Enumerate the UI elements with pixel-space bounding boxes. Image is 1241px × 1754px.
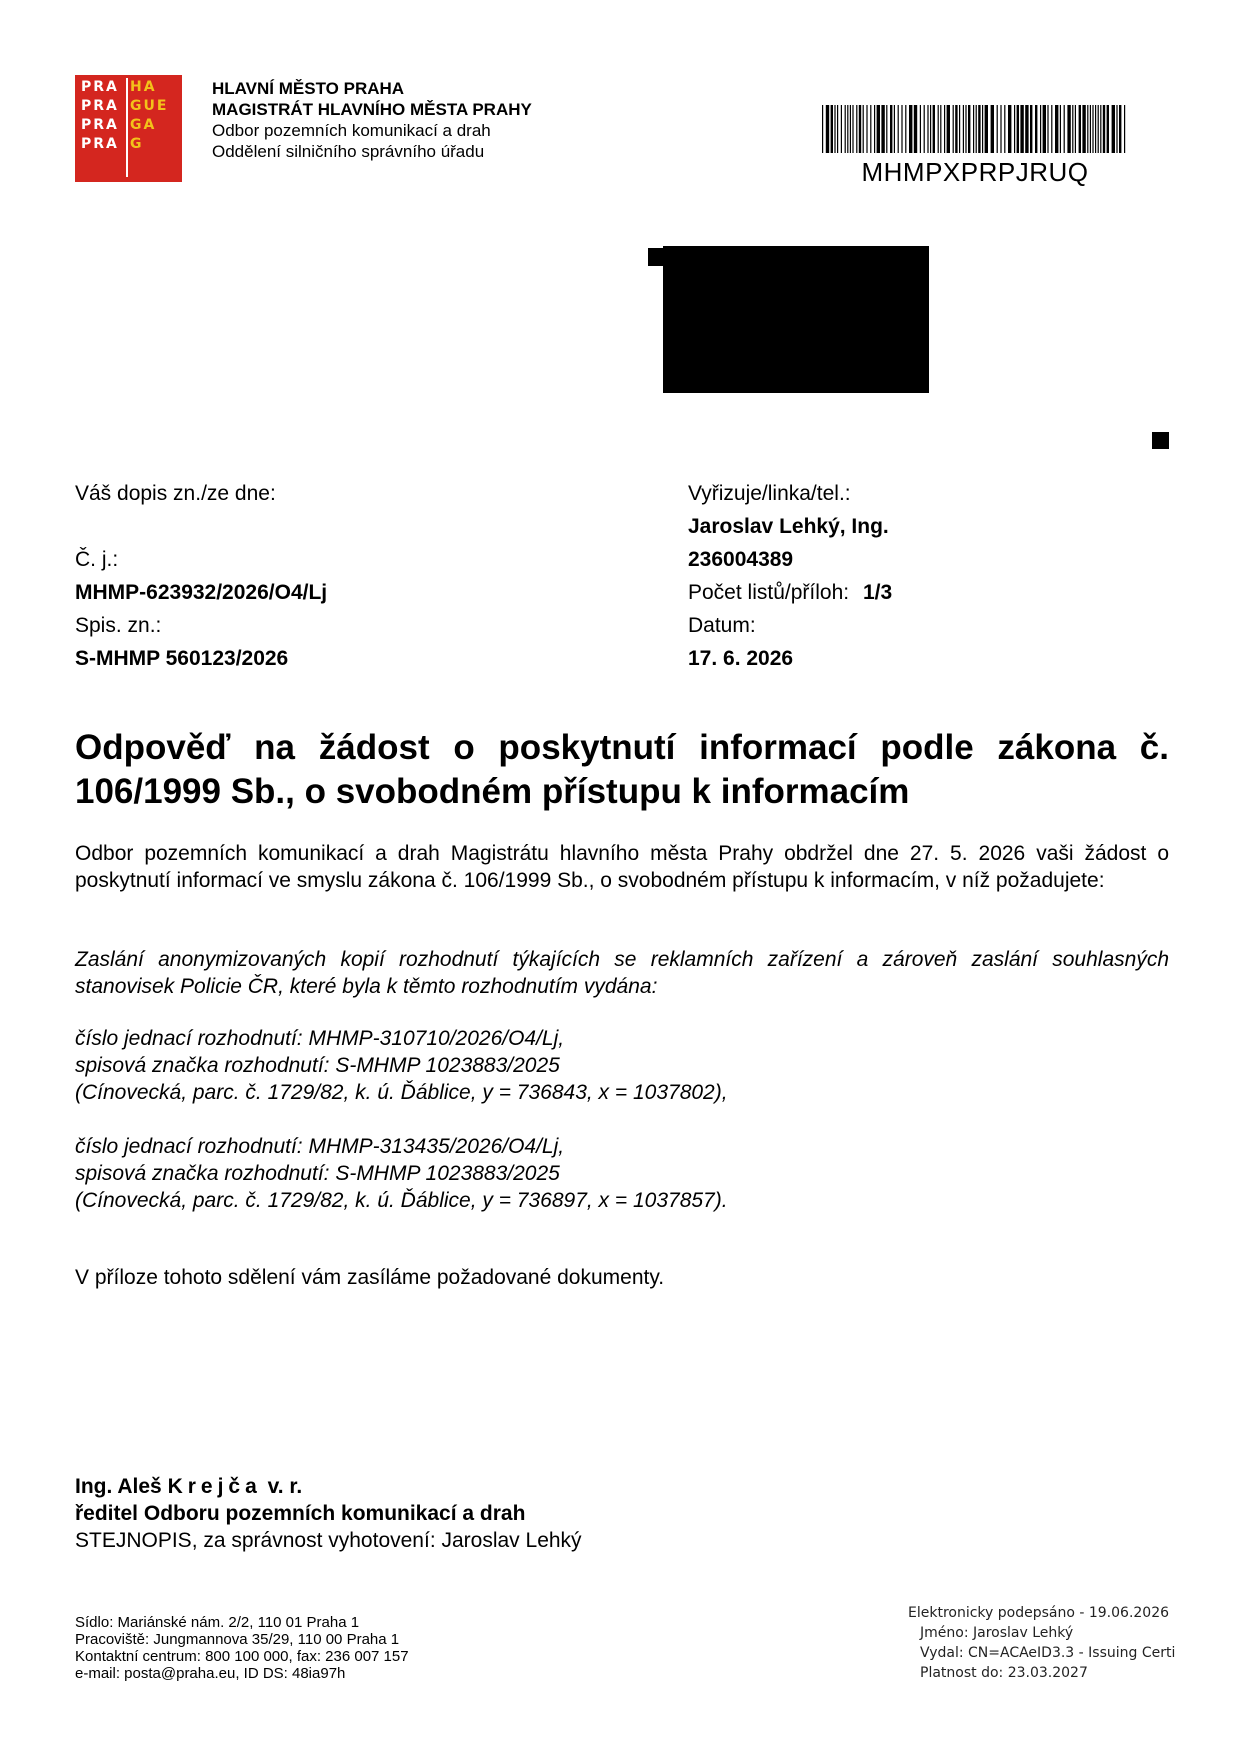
barcode-bar (890, 105, 892, 153)
handler-phone: 236004389 (688, 548, 794, 571)
date-value: 17. 6. 2026 (688, 647, 794, 670)
barcode-bar (886, 105, 887, 153)
barcode-bar (831, 105, 833, 153)
barcode-bar (914, 105, 917, 153)
decision-file-mark: spisová značka rozhodnutí: S-MHMP 1023883/2025 (75, 1162, 560, 1185)
barcode-bar (1079, 105, 1081, 153)
barcode-bar (944, 105, 945, 153)
org-department: Odbor pozemních komunikací a drah (212, 121, 491, 140)
barcode (820, 105, 1130, 153)
barcode-bar (863, 105, 864, 153)
footer-contact-center: Kontaktní centrum: 800 100 000, fax: 236 007 157 (75, 1648, 409, 1665)
signatory-role: ředitel Odboru pozemních komunikací a drah (75, 1502, 526, 1525)
pages-label: Počet listů/příloh: (688, 581, 850, 604)
handler-label: Vyřizuje/linka/tel.: (688, 482, 851, 505)
cj-label: Č. j.: (75, 548, 119, 571)
decision-reference (75, 1133, 1075, 1214)
barcode-bar (1082, 105, 1085, 153)
barcode-bar (1008, 105, 1011, 153)
barcode-bar (1067, 105, 1070, 153)
barcode-bar (1020, 105, 1023, 153)
org-city: HLAVNÍ MĚSTO PRAHA (212, 79, 405, 98)
barcode-bar (938, 105, 939, 153)
barcode-bar (963, 105, 964, 153)
decision-file-mark: spisová značka rozhodnutí: S-MHMP 1023883/2025 (75, 1054, 560, 1077)
barcode-bar (965, 105, 966, 153)
footer-contacts (75, 1614, 409, 1682)
barcode-bar (991, 105, 994, 153)
barcode-bar (1000, 105, 1001, 153)
barcode-bar (1014, 105, 1015, 153)
decision-reference (75, 1025, 1075, 1106)
barcode-bar (826, 105, 829, 153)
barcode-bar (997, 105, 998, 153)
barcode-bar (920, 105, 921, 153)
esign-name: Jméno: Jaroslav Lehký (920, 1625, 1074, 1641)
decision-number: číslo jednací rozhodnutí: MHMP-313435/2026/O4/Lj, (75, 1135, 565, 1158)
barcode-bar (1095, 105, 1096, 153)
decision-number: číslo jednací rozhodnutí: MHMP-310710/2026/O4/Lj, (75, 1027, 565, 1050)
barcode-bar (1116, 105, 1117, 153)
barcode-bar (1124, 105, 1125, 153)
barcode-bar (1035, 105, 1037, 153)
cj-value: MHMP-623932/2026/O4/Lj (75, 581, 328, 604)
barcode-bar (834, 105, 835, 153)
barcode-bar (953, 105, 954, 153)
barcode-bar (909, 105, 912, 153)
signatory-name: Ing. Aleš Krejča v. r. (75, 1475, 303, 1498)
handler-name: Jaroslav Lehký, Ing. (688, 515, 889, 538)
org-section: Oddělení silničního správního úřadu (212, 142, 485, 161)
barcode-bar (1055, 105, 1058, 153)
barcode-bar (1090, 105, 1091, 153)
redacted-address-block (663, 246, 929, 393)
barcode-bar (976, 105, 977, 153)
your-letter-label: Váš dopis zn./ze dne: (75, 482, 276, 505)
barcode-bar (1092, 105, 1093, 153)
esign-date: Elektronicky podepsáno - 19.06.2026 (908, 1605, 1170, 1621)
barcode-bar (940, 105, 941, 153)
barcode-bar (1051, 105, 1052, 153)
intro-paragraph: Odbor pozemních komunikací a drah Magistrátu hlavního města Prahy obdržel dne 27. 5. 2026 vaši žádost o poskytnutí informací ve smyslu zákona č. 106/1999 Sb., o svobodném přístupu k informacím, v níž požadujete: (75, 842, 1169, 892)
barcode-bar (1072, 105, 1073, 153)
org-magistrate: MAGISTRÁT HLAVNÍHO MĚSTA PRAHY (212, 100, 532, 119)
barcode-bar (1030, 105, 1032, 153)
organization-header (212, 78, 532, 162)
barcode-bar (874, 105, 875, 153)
barcode-bar (982, 105, 983, 153)
barcode-bar (856, 105, 857, 153)
electronic-signature-stamp (908, 1603, 1175, 1683)
barcode-bar (845, 105, 846, 153)
barcode-bar (968, 105, 970, 153)
barcode-bar (852, 105, 853, 153)
barcode-bar (1112, 105, 1115, 153)
barcode-bar (894, 105, 895, 153)
barcode-bar (933, 105, 935, 153)
barcode-bar (985, 105, 988, 153)
document-title: Odpověď na žádost o poskytnutí informací podle zákona č. 106/1999 Sb., o svobodném přístupu k informacím (75, 728, 1169, 811)
signature-block (75, 1473, 582, 1554)
barcode-bar (1103, 105, 1105, 153)
barcode-bar (1025, 105, 1028, 153)
barcode-bar (1060, 105, 1061, 153)
attachment-note: V příloze tohoto sdělení vám zasíláme požadované dokumenty. (75, 1266, 665, 1289)
pages-row (688, 576, 1138, 609)
barcode-bar (1004, 105, 1005, 153)
spis-label: Spis. zn.: (75, 614, 162, 637)
pages-value: 1/3 (862, 581, 893, 604)
barcode-bar (901, 105, 902, 153)
barcode-bar (1107, 105, 1109, 153)
barcode-bar (959, 105, 960, 153)
footer-seat: Sídlo: Mariánské nám. 2/2, 110 01 Praha 1 (75, 1614, 360, 1631)
esign-issuer: Vydal: CN=ACAeID3.3 - Issuing Certi (920, 1645, 1176, 1661)
barcode-bar (866, 105, 867, 153)
barcode-bar (930, 105, 931, 153)
barcode-bar (1040, 105, 1041, 153)
redaction-mark (648, 248, 664, 266)
contact-block (688, 477, 1138, 675)
barcode-bar (1075, 105, 1076, 153)
barcode-bar (841, 105, 842, 153)
barcode-bar (850, 105, 851, 153)
barcode-bar (1017, 105, 1019, 153)
barcode-bar (924, 105, 925, 153)
barcode-bar (898, 105, 899, 153)
barcode-bar (955, 105, 957, 153)
barcode-bar (973, 105, 974, 153)
barcode-bar (847, 105, 848, 153)
barcode-bar (877, 105, 880, 153)
footer-email: e-mail: posta@praha.eu, ID DS: 48ia97h (75, 1665, 346, 1682)
barcode-bar (1047, 105, 1048, 153)
prague-logo: PRA PRA PRA PRA HA GUE GA G (75, 75, 182, 182)
barcode-bar (905, 105, 906, 153)
barcode-bar (1043, 105, 1046, 153)
barcode-bar (1098, 105, 1099, 153)
esign-validity: Platnost do: 23.03.2027 (920, 1665, 1088, 1681)
barcode-bar (1064, 105, 1065, 153)
decision-location: (Cínovecká, parc. č. 1729/82, k. ú. Ďáblice, y = 736897, x = 1037857). (75, 1189, 728, 1212)
decision-location: (Cínovecká, parc. č. 1729/82, k. ú. Ďáblice, y = 736843, x = 1037802), (75, 1081, 728, 1104)
barcode-bar (1119, 105, 1121, 153)
date-label: Datum: (688, 614, 756, 637)
barcode-bar (870, 105, 871, 153)
barcode-bar (927, 105, 928, 153)
barcode-bar (978, 105, 980, 153)
barcode-bar (947, 105, 950, 153)
barcode-bar (822, 105, 823, 153)
barcode-text: MHMPXPRPJRUQ (861, 157, 1089, 187)
spis-value: S-MHMP 560123/2026 (75, 647, 289, 670)
footer-workplace: Pracoviště: Jungmannova 35/29, 110 00 Praha 1 (75, 1631, 400, 1648)
barcode-bar (859, 105, 861, 153)
reference-block (75, 477, 595, 675)
corner-marker (1152, 432, 1169, 449)
copy-note: STEJNOPIS, za správnost vyhotovení: Jaroslav Lehký (75, 1529, 582, 1552)
request-paragraph: Zaslání anonymizovaných kopií rozhodnutí týkajících se reklamních zařízení a zároveň zaslání souhlasných stanovisek Policie ČR, které byla k těmto rozhodnutím vydána: (75, 948, 1169, 998)
barcode-bar (837, 105, 838, 153)
barcode-bar (1100, 105, 1101, 153)
barcode-bar (881, 105, 884, 153)
barcode-bar (1087, 105, 1088, 153)
